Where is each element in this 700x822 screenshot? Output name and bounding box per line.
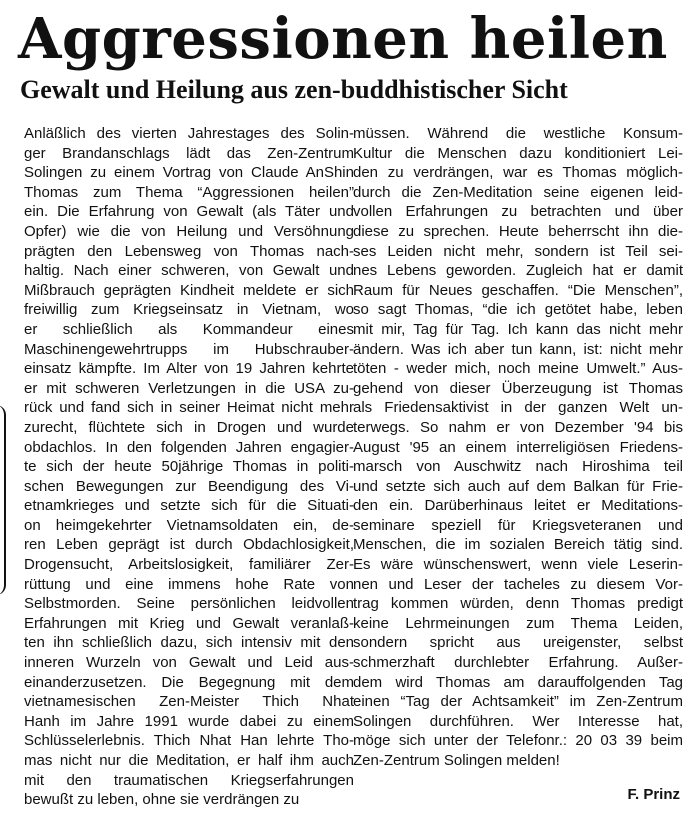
text-line: schen Bewegungen zur Beendigung des Vi- <box>24 477 354 495</box>
text-line: ten ihn schließlich dazu, sich intensiv mit den <box>24 634 354 652</box>
text-line: mit den traumatischen Kriegserfahrungen <box>24 771 354 789</box>
text-line: trag kommen würden, denn Thomas predigt <box>353 595 683 613</box>
text-line: gehend von dieser Überzeugung ist Thomas <box>353 379 683 397</box>
text-line: Drogensucht, Arbeitslosigkeit, familiärer Zer- <box>24 556 354 574</box>
text-line: einsatz kämpfte. Im Alter von 19 Jahren kehrte <box>24 360 354 378</box>
text-line: etnamkrieges und setzte sich für die Situati- <box>24 497 354 515</box>
text-line: Menschen, die im sozialen Bereich tätig sind. <box>353 536 683 554</box>
text-line: er mit schweren Verletzungen in die USA zu- <box>24 379 354 397</box>
text-line: diese zu sprechen. Heute beherrscht ihn die- <box>353 222 683 240</box>
text-line: Es wäre wünschenswert, wenn viele Leserin- <box>353 556 683 574</box>
text-line: mas nicht nur die Meditation, er half ihm auch <box>24 752 354 769</box>
text-line: Maschinengewehrtrupps im Hubschrauber- <box>24 340 354 358</box>
margin-bracket <box>0 405 6 595</box>
text-line: bewußt zu leben, ohne sie verdrängen zu <box>24 791 300 809</box>
text-line: Raum für Neues geschaffen. “Die Menschen”, <box>353 281 683 299</box>
article-subtitle: Gewalt und Heilung aus zen-buddhistischer Sicht <box>20 75 568 104</box>
article-column-left <box>24 124 354 810</box>
text-line: on heimgekehrter Vietnamsoldaten ein, de- <box>24 516 354 534</box>
text-line: prägten den Lebensweg von Thomas nach- <box>24 242 354 260</box>
text-line: keine Lehrmeinungen zum Thema Leiden, <box>353 614 683 632</box>
text-line: obdachlos. In den folgenden Jahren engagier- <box>24 438 354 456</box>
text-line: Kultur die Menschen dazu konditioniert Lei- <box>353 144 683 162</box>
text-line: dem wird Thomas am darauffolgenden Tag <box>353 673 683 691</box>
article-column-right <box>353 124 683 771</box>
text-line: einanderzusetzen. Die Begegnung mit dem <box>24 673 354 691</box>
text-line: Thomas zum Thema “Aggressionen heilen” <box>24 183 354 201</box>
text-line: marsch von Auschwitz nach Hiroshima teil <box>353 458 683 476</box>
text-line: rüttung und eine immens hohe Rate von <box>24 575 354 593</box>
text-line: er schließlich als Kommandeur eines <box>24 320 354 338</box>
text-line: August '95 an einem interreligiösen Friedens- <box>353 438 683 456</box>
text-line: Opfer) wie die von Heilung und Versöhnung <box>24 222 354 240</box>
author-signature: F. Prinz <box>627 786 680 803</box>
text-line: te sich der heute 50jährige Thomas in politi- <box>24 458 354 476</box>
text-line: Schlüsselerlebnis. Thich Nhat Han lehrte Tho- <box>24 732 354 750</box>
text-line: als Friedensaktivist in der ganzen Welt un- <box>353 399 683 417</box>
text-line: ein. Die Erfahrung von Gewalt (als Täter und <box>24 203 354 221</box>
article-title: Aggressionen heilen <box>18 6 668 72</box>
text-line: töten - weder mich, noch meine Umwelt.” Aus- <box>353 360 683 378</box>
text-line: Solingen durchführen. Wer Interesse hat, <box>353 712 683 730</box>
text-line: Zen-Zentrum Solingen melden! <box>353 752 560 769</box>
text-line: Mißbrauch geprägten Kindheit meldete er sich <box>24 281 354 299</box>
text-line: so sagt Thomas, “die ich getötet habe, leben <box>353 301 683 319</box>
text-line: durch die Zen-Meditation seine eigenen leid- <box>353 183 683 201</box>
text-line: zurecht, flüchtete sich in Drogen und wurde <box>24 418 354 436</box>
text-line: ger Brandanschlags lädt das Zen-Zentrum <box>24 144 354 162</box>
text-line: ses Leiden nicht mehr, sondern ist Teil sei- <box>353 242 683 260</box>
text-line: ren Leben geprägt ist durch Obdachlosigkeit, <box>24 536 354 554</box>
text-line: inneren Wurzeln von Gewalt und Leid aus- <box>24 654 354 672</box>
text-line: ändern. Was ich aber tun kann, ist: nicht mehr <box>353 340 683 358</box>
text-line: mit mir, Tag für Tag. Ich kann das nicht mehr <box>353 320 683 338</box>
text-line: möge sich unter der Telefonr.: 20 03 39 beim <box>353 732 683 750</box>
text-line: den ein. Darüberhinaus leitet er Meditations- <box>353 497 683 515</box>
text-line: vollen Erfahrungen zu betrachten und über <box>353 203 683 221</box>
text-line: schmerzhaft durchlebter Erfahrung. Außer- <box>353 654 683 672</box>
text-line: Anläßlich des vierten Jahrestages des Solin- <box>24 125 354 142</box>
text-line: sondern spricht aus ureigenster, selbst <box>353 634 683 652</box>
text-line: Solingen zu einem Vortrag von Claude AnShin <box>24 164 354 182</box>
text-line: Selbstmorden. Seine persönlichen leidvollen <box>24 595 354 613</box>
text-line: terwegs. So nahm er von Dezember '94 bis <box>353 418 683 436</box>
text-line: seminare speziell für Kriegsveteranen und <box>353 516 683 534</box>
text-line: den zu verdrängen, war es Thomas möglich- <box>353 164 683 182</box>
text-line: vietnamesischen Zen-Meister Thich Nhat <box>24 693 354 711</box>
text-line: nen und Leser der tacheles zu diesem Vor- <box>353 575 683 593</box>
text-line: haltig. Nach einer schweren, von Gewalt und <box>24 262 354 280</box>
text-line: müssen. Während die westliche Konsum- <box>353 125 683 142</box>
text-line: nes Lebens geworden. Zugleich hat er damit <box>353 262 683 280</box>
text-line: freiwillig zum Kriegseinsatz in Vietnam, wo <box>24 301 354 319</box>
text-line: einen “Tag der Achtsamkeit” im Zen-Zentrum <box>353 693 683 711</box>
text-line: rück und fand sich in seiner Heimat nicht mehr <box>24 399 354 417</box>
text-line: und setzte sich auch auf dem Balkan für Frie- <box>353 477 683 495</box>
text-line: Hanh im Jahre 1991 wurde dabei zu einem <box>24 712 354 730</box>
text-line: Erfahrungen mit Krieg und Gewalt veranlaß- <box>24 614 354 632</box>
